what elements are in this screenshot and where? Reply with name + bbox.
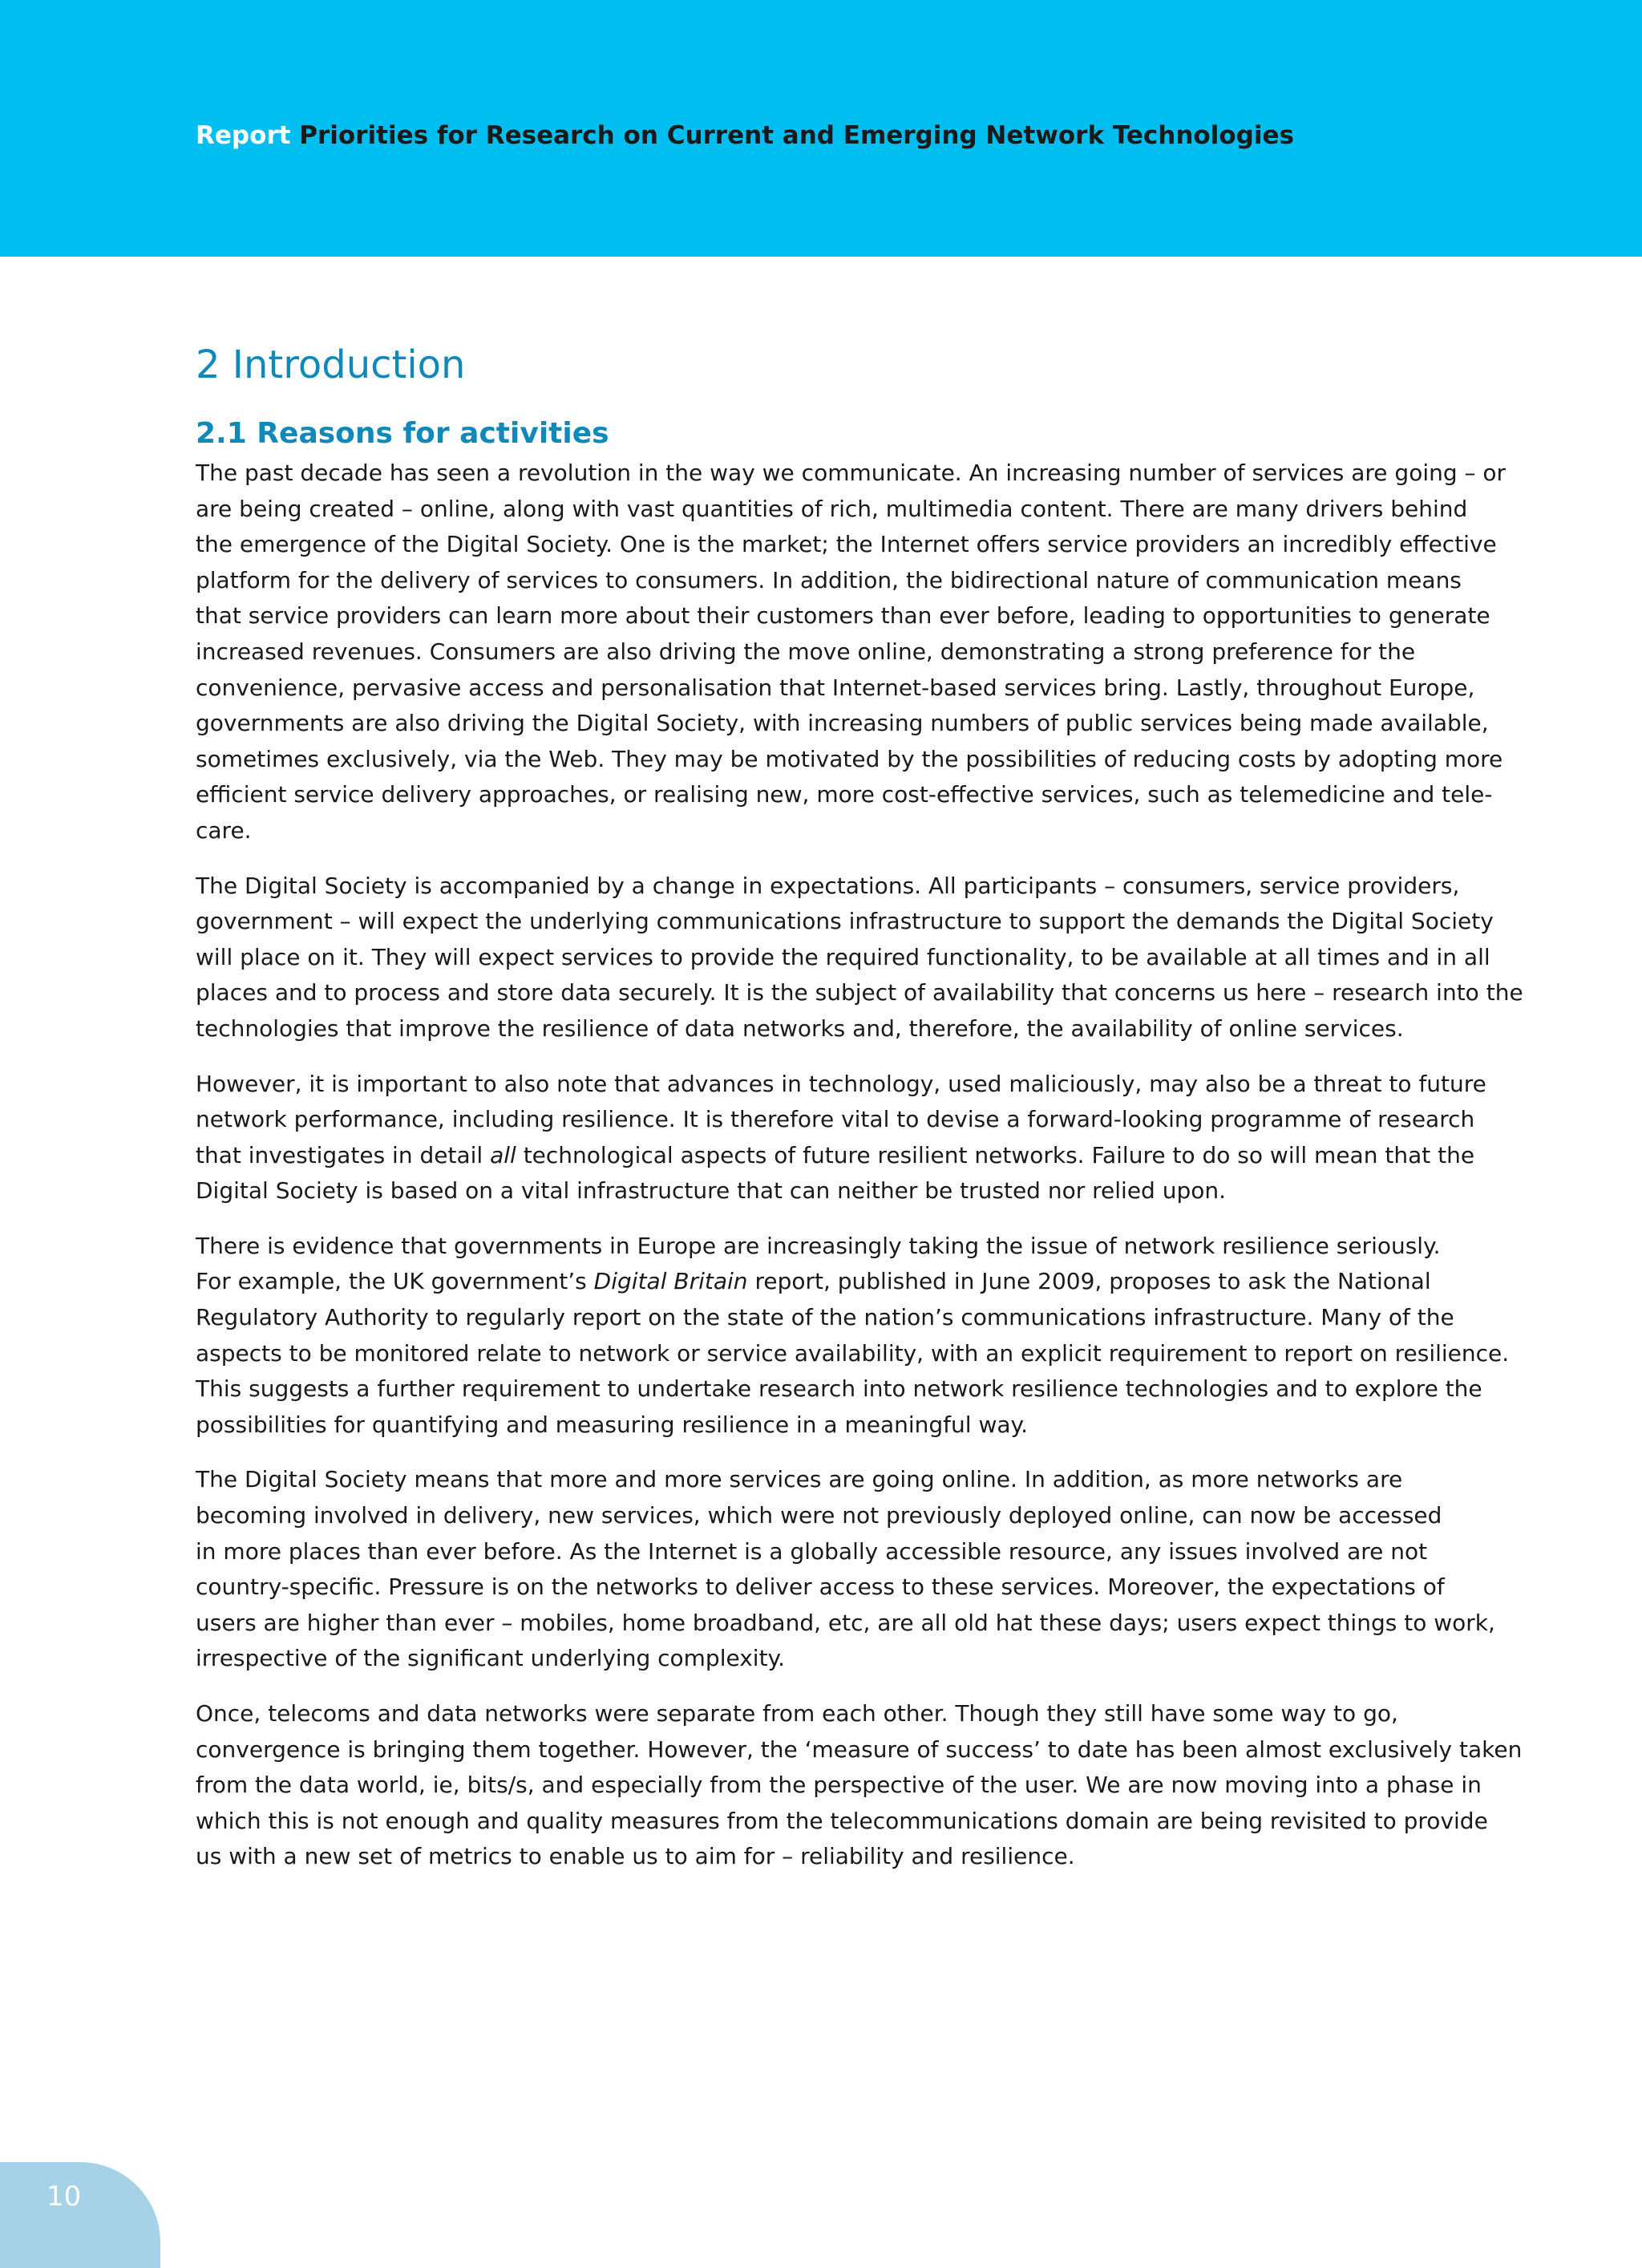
paragraph-3-emphasis: all — [490, 1141, 516, 1168]
report-label: Report — [196, 121, 291, 150]
paragraph-4-text-start: There is evidence that governments in Europe are increasingly taking the issue of network resilience seriously. For example, the UK government’s — [196, 1232, 1441, 1295]
main-content — [196, 337, 1531, 1894]
running-head — [196, 117, 1294, 154]
page-number: 10 — [47, 2181, 82, 2213]
paragraph-4-emphasis: Digital Britain — [593, 1268, 748, 1295]
paragraph-1: The past decade has seen a revolution in the way we communicate. An increasing number of services are going – or are being created – online, along with vast quantities of rich, multimedia content. There are many drivers behind the emergence of the Digital Society. One is the market; the Internet offers service providers an incredibly effective platform for the delivery of services to consumers. In addition, the bidirectional nature of communication means that service providers can learn more about their customers than ever before, leading to opportunities to generate increased revenues. Consumers are also driving the move online, demonstrating a strong preference for the convenience, pervasive access and personalisation that Internet-based services bring. Lastly, throughout Europe, governments are also driving the Digital Society, with increasing numbers of public services being made available, sometimes exclusively, via the Web. They may be motivated by the possibilities of reducing costs by adopting more efficient service delivery approaches, or realising new, more cost-effective services, such as telemedicine and tele- care. — [196, 460, 1507, 844]
paragraph-4 — [196, 1229, 1531, 1444]
paragraph-3 — [196, 1067, 1531, 1209]
paragraph-5: The Digital Society means that more and more services are going online. In addition, as more networks are becoming involved in delivery, new services, which were not previously deployed online, can now be accessed in more places than ever before. As the Internet is a globally accessible resource, any issues involved are not country-specific. Pressure is on the networks to deliver access to these services. Moreover, the expectations of users are higher than ever – mobiles, home broadband, etc, are all old hat these days; users expect things to work, irrespective of the significant underlying complexity. — [196, 1466, 1495, 1672]
report-title: Priorities for Research on Current and Emerging Network Technologies — [299, 121, 1294, 150]
paragraph-4-text-end: report, published in June 2009, proposes to ask the National Regulatory Authority to regularly report on the state of the nation’s communications infrastructure. Many of the aspects to be monitored relate to network or service availability, with an explicit requirement to report on resilience. This suggests a further requirement to undertake research into network resilience technologies and to explore the possibilities for quantifying and measuring resilience in a meaningful way. — [196, 1268, 1510, 1438]
paragraph-2: The Digital Society is accompanied by a change in expectations. All participants – consumers, service providers, government – will expect the underlying communications infrastructure to support the demands the Digital Society will place on it. They will expect services to provide the required functionality, to be available at all times and in all places and to process and store data securely. It is the subject of availability that concerns us here – research into the technologies that improve the resilience of data networks and, therefore, the availability of online services. — [196, 872, 1523, 1042]
section-title: 2.1 Reasons for activities — [196, 417, 609, 450]
paragraph-3-text-end: technological aspects of future resilient networks. Failure to do so will mean that the Digital Society is based on a vital infrastructure that can neither be trusted nor relied upon. — [196, 1141, 1475, 1205]
chapter-title: 2 Introduction — [196, 342, 466, 387]
paragraph-3-text-start: However, it is important to also note that advances in technology, used maliciously, may also be a threat to future network performance, including resilience. It is therefore vital to devise a forward-looking programme of research that investigates in detail — [196, 1070, 1486, 1168]
paragraph-6: Once, telecoms and data networks were separate from each other. Though they still have some way to go, convergence is bringing them together. However, the ‘measure of success’ to date has been almost exclusively taken from the data world, ie, bits/s, and especially from the perspective of the user. We are now moving into a phase in which this is not enough and quality measures from the telecommunications domain are being revisited to provide us with a new set of metrics to enable us to aim for – reliability and resilience. — [196, 1700, 1523, 1870]
